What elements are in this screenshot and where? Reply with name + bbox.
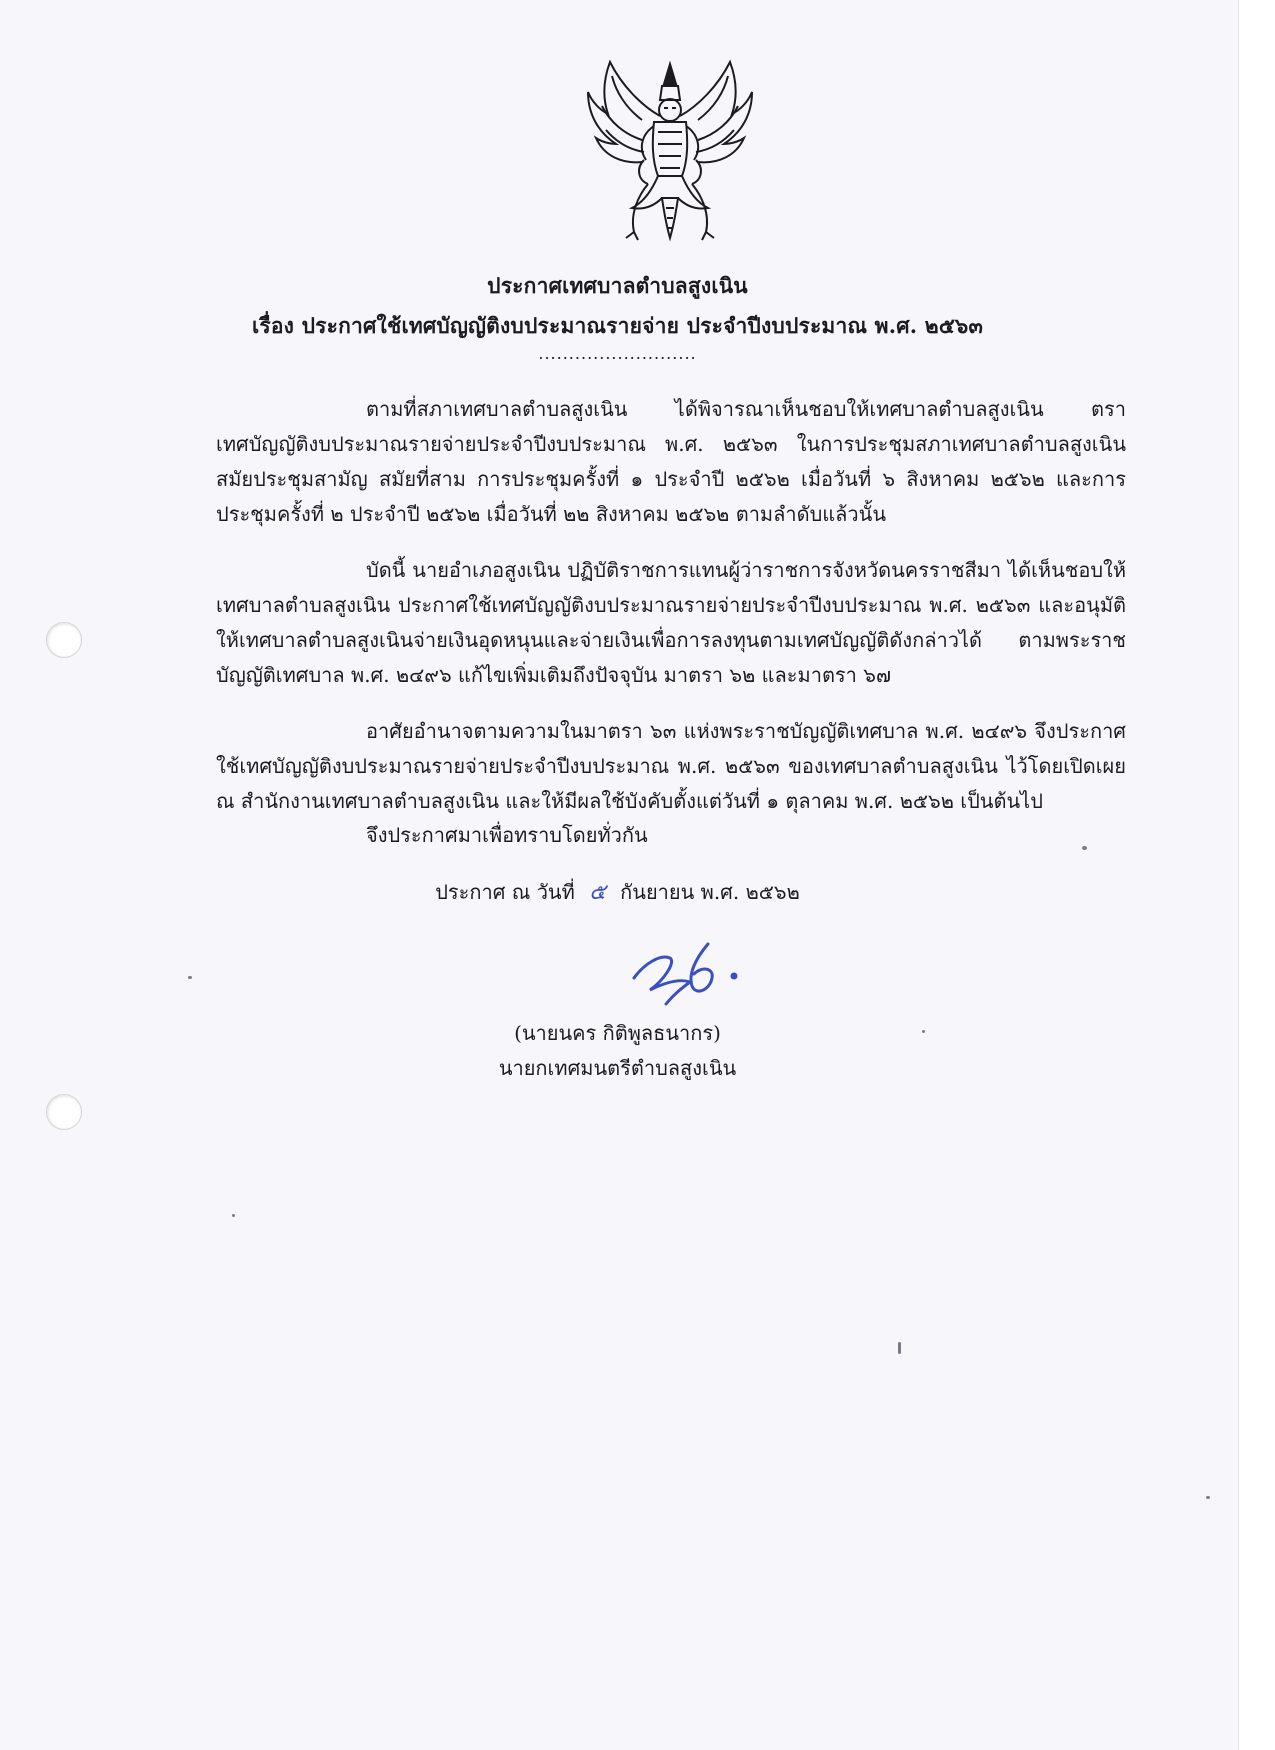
body-paragraph: อาศัยอำนาจตามความในมาตรา ๖๓ แห่งพระราชบัญญัติเทศบาล พ.ศ. ๒๔๙๖ จึงประกาศใช้เทศบัญญัติงบประมาณรายจ่ายประจำปีงบประมาณ พ.ศ. ๒๕๖๓ ของเทศบาลตำบลสูงเนิน ไว้โดยเปิดเผย ณ สำนักงานเทศบาลตำบลสูงเนิน และให้มีผลใช้บังคับตั้งแต่วันที่ ๑ ตุลาคม พ.ศ. ๒๕๖๒ เป็นต้นไป xyxy=(216,719,1126,813)
signer-title: นายกเทศมนตรีตำบลสูงเนิน xyxy=(498,1056,737,1080)
separator-dots: .......................... xyxy=(538,344,697,363)
punch-hole xyxy=(46,622,82,658)
paper-speck xyxy=(188,976,192,979)
punch-hole xyxy=(46,1094,82,1130)
paper-speck xyxy=(922,1030,925,1033)
paper-speck xyxy=(1082,846,1087,850)
body-paragraph: บัดนี้ นายอำเภอสูงเนิน ปฏิบัติราชการแทนผู้ว่าราชการจังหวัดนครราชสีมา ได้เห็นชอบให้เทศบาลตำบลสูงเนิน ประกาศใช้เทศบัญญัติงบประมาณรายจ่ายประจำปีงบประมาณ พ.ศ. ๒๕๖๓ และอนุมัติให้เทศบาลตำบลสูงเนินจ่ายเงินอุดหนุนและจ่ายเงินเพื่อการลงทุนตามเทศบัญญัติดังกล่าวได้ ตามพระราชบัญญัติเทศบาล พ.ศ. ๒๔๙๖ แก้ไขเพิ่มเติมถึงปัจจุบัน มาตรา ๖๒ และมาตรา ๖๗ xyxy=(216,558,1126,687)
announcement-title: ประกาศเทศบาลตำบลสูงเนิน xyxy=(487,273,748,298)
date-day-handwritten: ๕ xyxy=(589,880,606,905)
date-prefix: ประกาศ ณ วันที่ xyxy=(435,880,575,904)
garuda-emblem-icon xyxy=(582,56,758,246)
announcement-subject: เรื่อง ประกาศใช้เทศบัญญัติงบประมาณรายจ่าย ประจำปีงบประมาณ พ.ศ. ๒๕๖๓ xyxy=(252,313,983,338)
page-edge xyxy=(1238,0,1275,1750)
handwritten-signature-icon xyxy=(630,930,750,1020)
paper-speck xyxy=(898,1342,901,1354)
announcement-date xyxy=(0,875,1235,910)
paper-speck xyxy=(1206,1496,1210,1499)
body-paragraph: ตามที่สภาเทศบาลตำบลสูงเนิน ได้พิจารณาเห็นชอบให้เทศบาลตำบลสูงเนิน ตราเทศบัญญัติงบประมาณรายจ่ายประจำปีงบประมาณ พ.ศ. ๒๕๖๓ ในการประชุมสภาเทศบาลตำบลสูงเนิน สมัยประชุมสามัญ สมัยที่สาม การประชุมครั้งที่ ๑ ประจำปี ๒๕๖๒ เมื่อวันที่ ๖ สิงหาคม ๒๕๖๒ และการประชุมครั้งที่ ๒ ประจำปี ๒๕๖๒ เมื่อวันที่ ๒๒ สิงหาคม ๒๕๖๒ ตามลำดับแล้วนั้น xyxy=(216,397,1126,526)
paper-speck xyxy=(232,1214,235,1217)
closing-line: จึงประกาศมาเพื่อทราบโดยทั่วกัน xyxy=(366,823,648,847)
date-suffix: กันยายน พ.ศ. ๒๕๖๒ xyxy=(620,880,800,904)
signer-name: (นายนคร กิติพูลธนากร) xyxy=(514,1021,721,1045)
